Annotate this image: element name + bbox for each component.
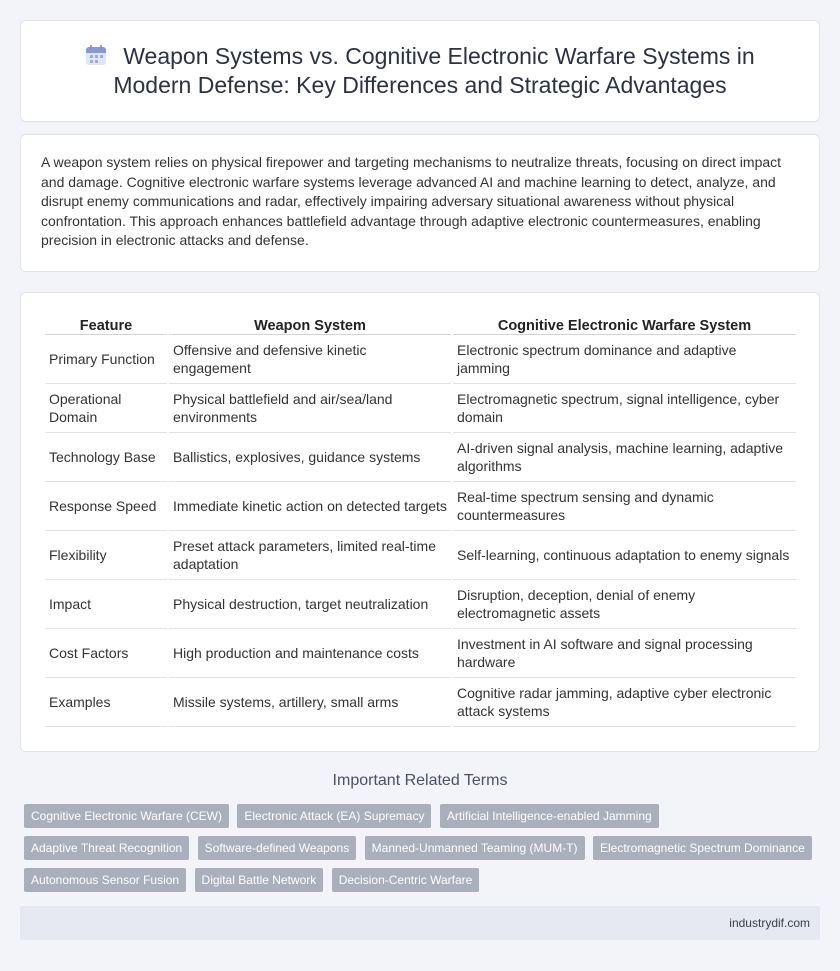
table-row xyxy=(45,433,796,482)
cell-weapon-system: High production and maintenance costs xyxy=(169,629,451,678)
intro-text: A weapon system relies on physical firepower and targeting mechanisms to neutralize threats, focusing on direct impact and damage. Cognitive electronic warfare systems leverage advanced AI and machine learning to detect, analyze, and disrupt enemy communications and radar, effectively impairing adversary situational awareness without physical confrontation. This approach enhances battlefield advantage through adaptive electronic countermeasures, enabling precision in electronic attacks and defense. xyxy=(41,154,782,248)
comparison-table xyxy=(43,315,798,727)
cell-weapon-system: Physical battlefield and air/sea/land environments xyxy=(169,384,451,433)
footer-site-link[interactable]: industrydif.com xyxy=(729,916,810,930)
related-term-tag[interactable]: Autonomous Sensor Fusion xyxy=(24,868,186,892)
page-title-text: Weapon Systems vs. Cognitive Electronic Warfare Systems in Modern Defense: Key Differences and Strategic Advantages xyxy=(113,43,755,98)
title-card xyxy=(20,20,820,122)
cell-feature: Examples xyxy=(45,678,167,727)
cell-feature: Operational Domain xyxy=(45,384,167,433)
cell-feature: Impact xyxy=(45,580,167,629)
cell-feature: Response Speed xyxy=(45,482,167,531)
cell-cew-system: Cognitive radar jamming, adaptive cyber electronic attack systems xyxy=(453,678,796,727)
cell-cew-system: Disruption, deception, denial of enemy electromagnetic assets xyxy=(453,580,796,629)
related-term-tag[interactable]: Manned-Unmanned Teaming (MUM-T) xyxy=(365,836,585,860)
table-row xyxy=(45,580,796,629)
related-term-tag[interactable]: Cognitive Electronic Warfare (CEW) xyxy=(24,804,229,828)
cell-feature: Flexibility xyxy=(45,531,167,580)
footer xyxy=(20,906,820,940)
related-term-tag[interactable]: Decision-Centric Warfare xyxy=(332,868,480,892)
cell-feature: Primary Function xyxy=(45,335,167,384)
cell-weapon-system: Physical destruction, target neutralization xyxy=(169,580,451,629)
table-row xyxy=(45,384,796,433)
cell-cew-system: Investment in AI software and signal processing hardware xyxy=(453,629,796,678)
related-terms-title: Important Related Terms xyxy=(332,772,508,789)
cell-cew-system: Self-learning, continuous adaptation to enemy signals xyxy=(453,531,796,580)
table-row xyxy=(45,335,796,384)
related-term-tag[interactable]: Electromagnetic Spectrum Dominance xyxy=(593,836,812,860)
cell-weapon-system: Immediate kinetic action on detected targets xyxy=(169,482,451,531)
related-term-tag[interactable]: Adaptive Threat Recognition xyxy=(24,836,189,860)
header-feature: Feature xyxy=(45,315,167,335)
header-cew-system: Cognitive Electronic Warfare System xyxy=(453,315,796,335)
table-row xyxy=(45,482,796,531)
cell-weapon-system: Ballistics, explosives, guidance systems xyxy=(169,433,451,482)
related-terms-list xyxy=(24,804,824,900)
table-header-row xyxy=(45,315,796,335)
cell-weapon-system: Preset attack parameters, limited real-time adaptation xyxy=(169,531,451,580)
related-term-tag[interactable]: Electronic Attack (EA) Supremacy xyxy=(237,804,431,828)
calendar-icon xyxy=(85,44,107,66)
cell-weapon-system: Missile systems, artillery, small arms xyxy=(169,678,451,727)
cell-feature: Cost Factors xyxy=(45,629,167,678)
comparison-table-card xyxy=(20,292,820,752)
cell-cew-system: Electronic spectrum dominance and adaptive jamming xyxy=(453,335,796,384)
table-row xyxy=(45,678,796,727)
intro-card xyxy=(20,134,820,272)
related-term-tag[interactable]: Software-defined Weapons xyxy=(198,836,357,860)
cell-weapon-system: Offensive and defensive kinetic engagement xyxy=(169,335,451,384)
table-row xyxy=(45,531,796,580)
cell-cew-system: Real-time spectrum sensing and dynamic countermeasures xyxy=(453,482,796,531)
related-term-tag[interactable]: Artificial Intelligence-enabled Jamming xyxy=(440,804,659,828)
page-title xyxy=(61,42,779,100)
table-row xyxy=(45,629,796,678)
cell-feature: Technology Base xyxy=(45,433,167,482)
related-term-tag[interactable]: Digital Battle Network xyxy=(195,868,324,892)
header-weapon-system: Weapon System xyxy=(169,315,451,335)
cell-cew-system: AI-driven signal analysis, machine learning, adaptive algorithms xyxy=(453,433,796,482)
cell-cew-system: Electromagnetic spectrum, signal intelligence, cyber domain xyxy=(453,384,796,433)
